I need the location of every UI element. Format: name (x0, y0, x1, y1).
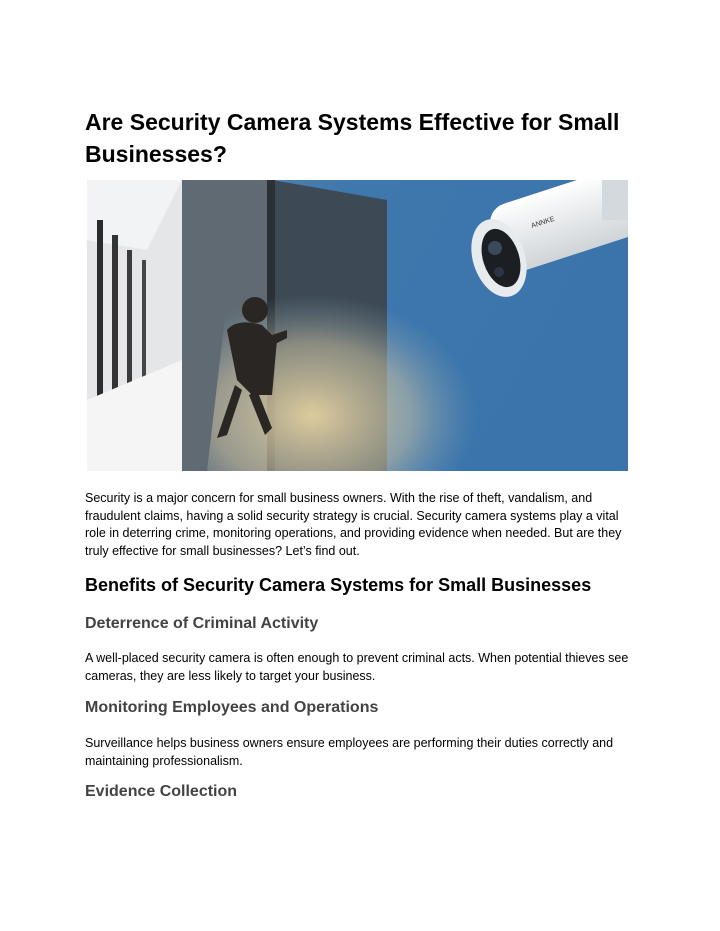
subsection-body-deterrence: A well-placed security camera is often enough to prevent criminal acts. When potential thieves see cameras, they are less likely to target your business. (85, 651, 629, 683)
subsection-heading-monitoring: Monitoring Employees and Operations (85, 699, 379, 716)
article-title: Are Security Camera Systems Effective for Small Businesses? (85, 109, 620, 167)
intro-paragraph: Security is a major concern for small business owners. With the rise of theft, vandalism, and fraudulent claims, having a solid security strategy is crucial. Security camera systems play a vital role in deterring crime, monitoring operations, and providing evidence when needed. But are they truly effective for small businesses? Let’s find out. (85, 491, 622, 558)
subsection-heading-deterrence: Deterrence of Criminal Activity (85, 615, 319, 632)
subsection-heading-evidence: Evidence Collection (85, 783, 238, 800)
subsection-body-monitoring: Surveillance helps business owners ensure employees are performing their duties correctly and maintaining professionalism. (85, 736, 614, 768)
svg-text:ANNKE: ANNKE (530, 215, 556, 230)
section-heading: Benefits of Security Camera Systems for Small Businesses (85, 575, 592, 595)
hero-image (87, 180, 628, 471)
